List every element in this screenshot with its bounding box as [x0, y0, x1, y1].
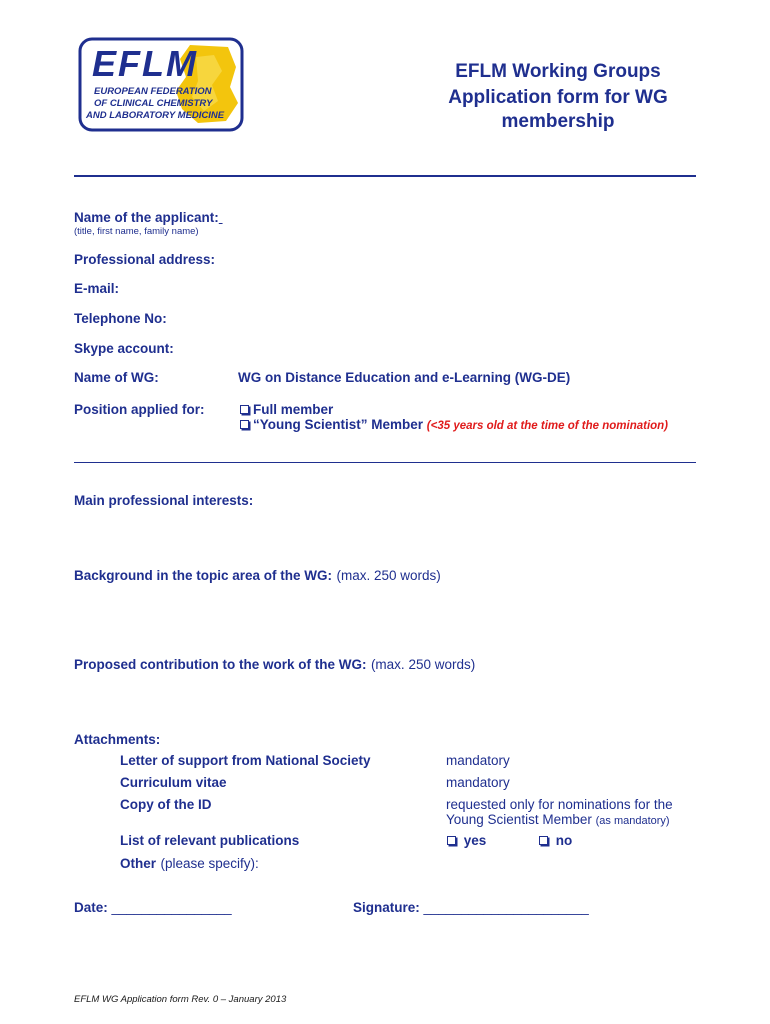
id-status-line-1: requested only for nominations for the — [446, 797, 673, 812]
option-young-label: “Young Scientist” Member — [253, 417, 424, 432]
wg-label: Name of WG: — [74, 370, 159, 385]
other-note: (please specify): — [160, 856, 259, 871]
id-status-note: (as mandatory) — [595, 815, 670, 827]
header-rule — [74, 175, 696, 177]
wg-value: WG on Distance Education and e-Learning (WG-DE) — [238, 370, 571, 385]
background-label: Background in the topic area of the WG: — [74, 568, 333, 583]
no-label: no — [555, 833, 573, 848]
id-label: Copy of the ID — [120, 797, 212, 812]
yes-label: yes — [463, 833, 487, 848]
logo-line-3: AND LABORATORY MEDICINE — [86, 110, 225, 121]
position-label: Position applied for: — [74, 402, 205, 417]
contribution-heading — [74, 656, 475, 674]
signature-field[interactable] — [353, 900, 589, 915]
contribution-label: Proposed contribution to the work of the WG: — [74, 657, 367, 672]
signature-blank[interactable]: ______________________ — [423, 900, 589, 915]
name-label: Name of the applicant: — [74, 210, 219, 225]
eflm-logo — [78, 37, 244, 132]
address-label: Professional address: — [74, 252, 216, 267]
option-young-scientist[interactable] — [240, 417, 668, 432]
checkbox-icon[interactable] — [447, 836, 456, 845]
checkbox-icon[interactable] — [539, 836, 548, 845]
cv-label: Curriculum vitae — [120, 775, 227, 790]
option-full-member[interactable] — [240, 402, 333, 417]
name-hint: (title, first name, family name) — [74, 226, 199, 237]
skype-label: Skype account: — [74, 341, 174, 356]
logo-line-1: EUROPEAN FEDERATION — [94, 86, 212, 97]
date-label: Date: — [74, 900, 108, 915]
background-note: (max. 250 words) — [336, 568, 441, 583]
signature-label: Signature: — [353, 900, 420, 915]
email-label: E-mail: — [74, 281, 120, 296]
interests-label: Main professional interests: — [74, 493, 254, 508]
other-attachments — [120, 855, 259, 873]
background-heading — [74, 567, 441, 585]
phone-label: Telephone No: — [74, 311, 167, 326]
date-field[interactable] — [74, 900, 232, 915]
letter-status: mandatory — [446, 753, 510, 768]
contribution-note: (max. 250 words) — [370, 657, 476, 672]
cv-status: mandatory — [446, 775, 510, 790]
footer-text: EFLM WG Application form Rev. 0 – January 2013 — [74, 994, 287, 1005]
title-line-1: EFLM Working Groups — [455, 61, 661, 82]
publications-no[interactable] — [539, 833, 572, 848]
publications-yes[interactable] — [447, 833, 486, 848]
title-line-3: membership — [501, 111, 615, 132]
date-blank[interactable]: ________________ — [111, 900, 232, 915]
letter-label: Letter of support from National Society — [120, 753, 371, 768]
other-label: Other — [120, 856, 157, 871]
logo-acronym: EFLM — [92, 43, 198, 84]
option-full-label: Full member — [253, 402, 334, 417]
checkbox-icon[interactable] — [240, 420, 249, 429]
section-divider — [74, 462, 696, 463]
young-scientist-note: (<35 years old at the time of the nomination) — [426, 420, 669, 432]
title-line-2: Application form for WG — [448, 87, 668, 108]
logo-line-2: OF CLINICAL CHEMISTRY — [94, 98, 213, 109]
id-status-text: Young Scientist Member — [446, 812, 592, 827]
publications-label: List of relevant publications — [120, 833, 300, 848]
id-status-line-2 — [446, 812, 670, 827]
attachments-heading: Attachments: — [74, 732, 161, 747]
checkbox-icon[interactable] — [240, 405, 249, 414]
